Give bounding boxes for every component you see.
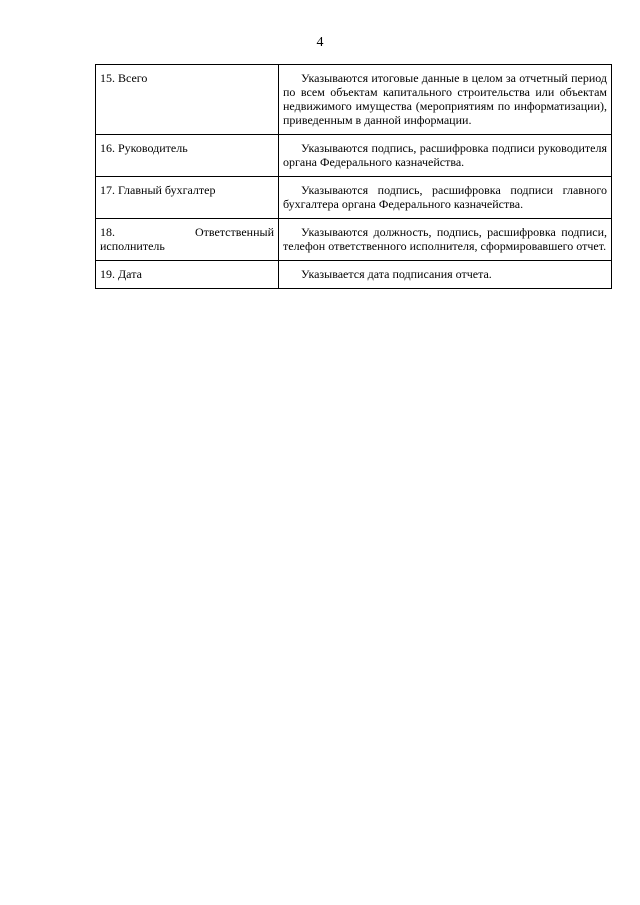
row-description-cell: Указываются итоговые данные в целом за отчетный период по всем объектам капитального строительства или объектам недвижимого имущества (мероприятиям по информатизации), приведенным в данной информации.: [279, 65, 612, 135]
row-name-number: 18.: [100, 225, 115, 239]
row-name-first-line: [100, 225, 274, 239]
row-description-cell: Указываются подпись, расшифровка подписи руководителя органа Федерального казначейства.: [279, 135, 612, 177]
row-name-word: Ответственный: [194, 225, 274, 239]
table-row: [96, 177, 612, 219]
instructions-table: [95, 64, 612, 289]
row-description-cell: Указываются должность, подпись, расшифровка подписи, телефон ответственного исполнителя, сформировавшего отчет.: [279, 219, 612, 261]
row-name-cell: 16. Руководитель: [96, 135, 279, 177]
row-description-cell: Указываются подпись, расшифровка подписи главного бухгалтера органа Федерального казначейства.: [279, 177, 612, 219]
table-row: [96, 65, 612, 135]
row-name-second-line: исполнитель: [100, 239, 165, 253]
row-name-cell: 17. Главный бухгалтер: [96, 177, 279, 219]
table-row: [96, 261, 612, 289]
row-description-cell: Указывается дата подписания отчета.: [279, 261, 612, 289]
row-name-cell: 19. Дата: [96, 261, 279, 289]
row-name-cell: 15. Всего: [96, 65, 279, 135]
table-row: [96, 135, 612, 177]
row-name-cell: [96, 219, 279, 261]
table-row: [96, 219, 612, 261]
page-number: 4: [316, 35, 324, 50]
